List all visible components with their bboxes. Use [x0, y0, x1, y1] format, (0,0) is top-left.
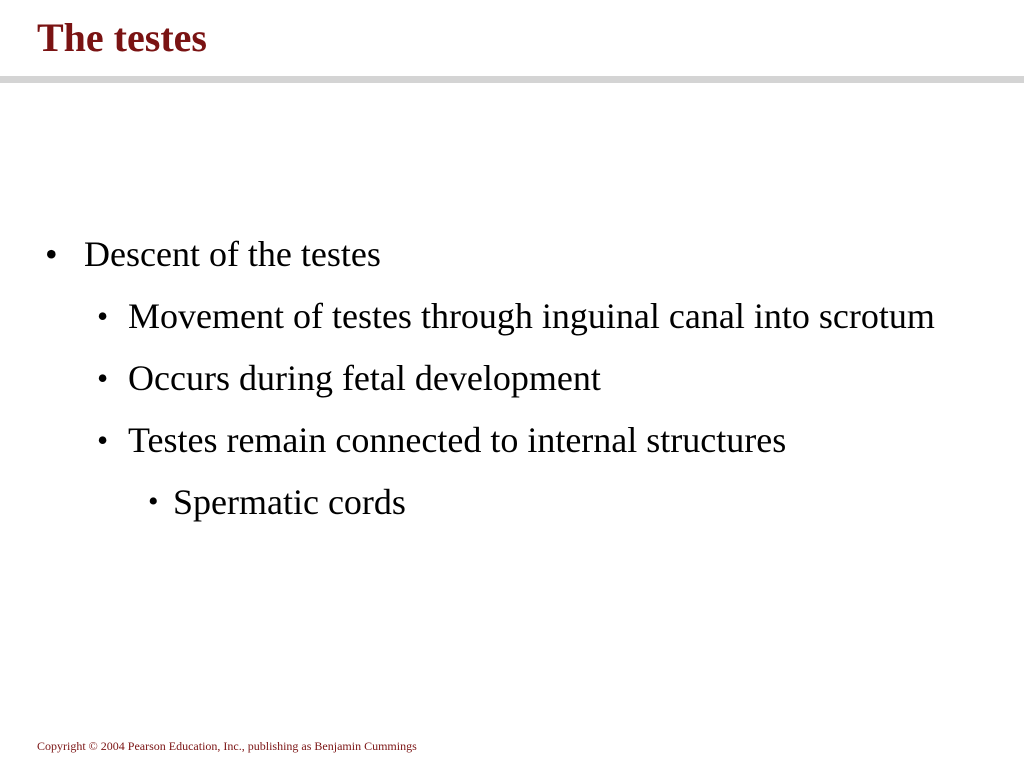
sub-sub-bullet-item — [0, 482, 1024, 522]
sub-bullet-text: Movement of testes through inguinal canal into scrotum — [128, 296, 935, 336]
title-divider — [0, 76, 1024, 83]
bullet-text: Descent of the testes — [84, 234, 381, 274]
sub-bullet-item — [0, 296, 1024, 336]
bullet-dot-icon: • — [148, 485, 159, 518]
sub-bullet-text: Testes remain connected to internal structures — [128, 420, 787, 460]
sub-bullet-item — [0, 358, 1024, 398]
bullet-item — [0, 234, 1024, 274]
sub-sub-bullet-text: Spermatic cords — [173, 482, 406, 522]
sub-bullet-text: Occurs during fetal development — [128, 358, 601, 398]
bullet-dot-icon: • — [97, 422, 109, 458]
slide-title: The testes — [37, 15, 207, 60]
bullet-list — [0, 230, 1024, 522]
sub-bullet-item — [0, 420, 1024, 460]
bullet-dot-icon: • — [45, 234, 58, 274]
copyright-footer: Copyright © 2004 Pearson Education, Inc., publishing as Benjamin Cummings — [37, 739, 417, 753]
bullet-dot-icon: • — [97, 298, 109, 334]
bullet-dot-icon: • — [97, 360, 109, 396]
